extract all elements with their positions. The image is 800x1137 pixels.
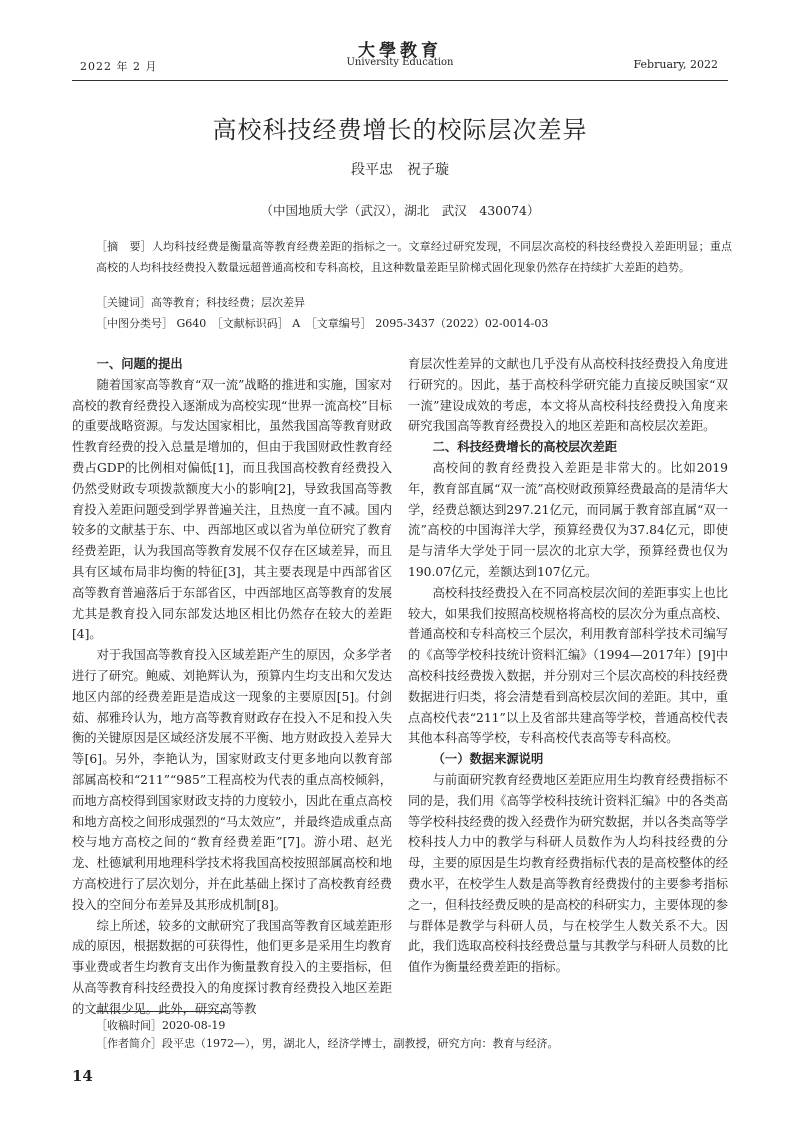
journal-logo: 大學教育 [358,41,442,61]
classification: ［中图分类号］ G640 ［文献标识码］ A ［文章编号］ 2095-3437（2022）02-0014-03 [96,317,549,330]
received-label: ［收稿时间］ [96,1019,162,1032]
footnote-rule [96,1011,226,1012]
keywords [96,294,305,310]
received-date: 2020-08-19 [162,1019,226,1032]
abstract-label: ［摘 要］ [96,240,152,253]
header-rule [72,80,728,81]
body-paragraph: 高校科技经费投入在不同高校层次间的差距事实上也比较大，如果我们按照高校规格将高校的层次分为重点高校、普通高校和专科高校三个层次，利用教育部科学技术司编写的《高等学校科技统计资料汇编》（1994—2017年）[9]中高校科技经费拨入数据，并分别对三个层次高校的科技经费数据进行归类，将会清楚看到高校层次间的差距。其中，重点高校代表“211”以上及省部共建高等学校，普通高校代表其他本科高等学校，专科高校代表高等专科高校。 [408,585,728,746]
body-paragraph: 综上所述，较多的文献研究了我国高等教育区域差距形成的原因，根据数据的可获得性，他们更多是采用生均教育事业费或者生均教育支出作为衡量教育投入的主要指标，但从高等教育科技经费投入的角度探讨教育经费投入地区差距的文献很少见。此外，研究高等教 [72,918,392,1016]
section-heading: （一）数据来源说明 [432,752,544,767]
page-number: 14 [72,1067,93,1085]
journal-name-english: University Education [346,57,454,68]
abstract [96,236,732,278]
section-heading: 一、问题的提出 [96,357,183,371]
author-label: ［作者简介］ [96,1037,162,1050]
body-paragraph: 与前面研究教育经费地区差距应用生均教育经费指标不同的是，我们用《高等学校科技统计资料汇编》中的各类高等学校科技经费的拨入经费作为研究数据，并以各类高等学校科技人力中的教学与科研人员数作为人均科技经费的分母，主要的原因是生均教育经费指标代表的是高校整体的经费水平，在校学生人数是高等教育经费拨付的主要参考指标之一，但科技经费反映的是高校的科研实力，主要体现的参与群体是教学与科研人员，与在校学生人数关系不大。因此，我们选取高校科技经费总量与其教学与科研人员数的比值作为衡量经费差距的指标。 [408,772,728,975]
keywords-label: ［关键词］ [96,296,151,309]
article-title: 高校科技经费增长的校际层次差异 [212,116,588,144]
section-heading: 二、科技经费增长的高校层次差距 [432,440,618,455]
right-column [408,354,728,978]
author-text: 段平忠（1972—），男，湖北人，经济学博士，副教授，研究方向：教育与经济。 [162,1037,559,1050]
abstract-text: 人均科技经费是衡量高等教育经费差距的指标之一。文章经过研究发现，不同层次高校的科技经费投入差距明显；重点高校的人均科技经费投入数量远超普通高校和专科高校，且这种数量差距呈阶梯式固化现象仍然存在持续扩大差距的趋势。 [96,240,733,274]
body-paragraph: 对于我国高等教育投入区域差距产生的原因，众多学者进行了研究。鲍威、刘艳辉认为，预算内生均支出和欠发达地区内部的经费差距是造成这一现象的主要原因[5]。付剑茹、郝雅玲认为，地方高等教育财政存在投入不足和投入失衡的关键原因是区域经济发展不平衡、地方财政投入差异大等[6]。另外，李艳认为，国家财政支付更多地向以教育部部属高校和“211”“985”工程高校为代表的重点高校倾斜，而地方高校得到国家财政支持的力度较小，因此在重点高校和地方高校之间形成强烈的“马太效应”，并最终造成重点高校与地方高校之间的“教育经费差距”[7]。游小珺、赵光龙、杜德斌利用地理科学技术将我国高校按照部属高校和地方高校进行了层次划分，并在此基础上探讨了高校教育经费投入的空间分布差异及其形成机制[8]。 [72,648,392,912]
keywords-text: 高等教育；科技经费；层次差异 [151,296,305,309]
body-paragraph: 育层次性差异的文献也几乎没有从高校科技经费投入角度进行研究的。因此，基于高校科学研究能力直接反映国家“双一流”建设成效的考虑，本文将从高校科技经费投入角度来研究我国高等教育经费投入的地区差距和高校层次差距。 [408,357,728,434]
affiliation: （中国地质大学（武汉），湖北 武汉 430074） [260,203,540,218]
header-date-left: 2022 年 2 月 [80,60,158,73]
header-date-right: February, 2022 [633,58,718,71]
authors: 段平忠 祝子璇 [351,162,449,178]
body-paragraph: 高校间的教育经费投入差距是非常大的。比如2019年，教育部直属“双一流”高校财政预算经费最高的是清华大学，经费总额达到297.21亿元，而同属于教育部直属“双一流”高校的中国海洋大学，预算经费仅为37.84亿元，即使是与清华大学处于同一层次的北京大学，预算经费也仅为190.07亿元，差额达到107亿元。 [408,460,728,579]
received-note [96,1017,225,1033]
author-bio [96,1035,559,1051]
body-paragraph: 随着国家高等教育“双一流”战略的推进和实施，国家对高校的教育经费投入逐渐成为高校实现“世界一流高校”目标的重要战略资源。与发达国家相比，虽然我国高等教育财政性教育经费的投入总量是增加的，但由于我国财政性教育经费占GDP的比例相对偏低[1]，而且我国高校教育经费投入仍然受财政专项拨款额度大小的影响[2]，导致我国高等教育投入差距问题受到学界普遍关注，且热度一直不减。国内较多的文献基于东、中、西部地区或以省为单位研究了教育经费差距，认为我国高等教育发展不仅存在区域差异，而且具有区域布局非均衡的特征[3]，其主要表现是中西部省区高等教育普遍落后于东部省区，中西部地区高等教育的发展尤其是教育投入同东部发达地区相比仍然存在较大的差距[4]。 [72,377,392,642]
left-column [72,354,392,1020]
